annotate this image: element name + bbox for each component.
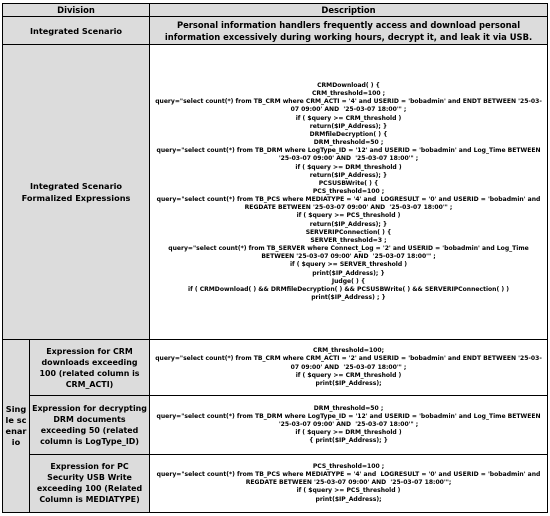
formalized-expressions-code xyxy=(150,45,548,340)
code-line: query="select count(*) from TB_DRM where LogType_ID = '12' and USERID = 'bobadmin' and Log_Time BETWEEN '25-03-07 09:00' AND '25-03-07 18:00'" ; xyxy=(156,412,543,428)
pcs-expression-label: Expression for PC Security USB Write exceeding 100 (Related Column is MEDIATYPE) xyxy=(30,454,150,512)
code-line: PCS_threshold=100 ; xyxy=(312,462,385,470)
integrated-scenario-text: Personal information handlers frequently access and download personal information excessively during working hours, decrypt it, and leak it via USB. xyxy=(150,17,548,45)
crm-expression-label: Expression for CRM downloads exceeding 100 (related column is CRM_ACTI) xyxy=(30,339,150,395)
division-header: Division xyxy=(3,4,150,17)
code-line: query="select count(*) from TB_SERVER where Connect_Log = '2' and USERID = 'bobadmin' and Log_Time BETWEEN '25-03-07 09:00' AND '25-03-07 18:00'" ; xyxy=(168,245,531,261)
single-crm-row xyxy=(3,339,548,395)
code-line: query="select count(*) from TB_PCS where MEDIATYPE = '4' and LOGRESULT = '0' and USERID = 'bobadmin' and REGDATE BETWEEN '25-03-07 09:00' AND '25-03-07 18:00'" ; xyxy=(156,196,543,212)
formalized-expressions-label: Integrated Scenario Formalized Expressions xyxy=(3,45,150,340)
code-line: { print($IP_Address); } xyxy=(309,437,388,445)
code-line: query="select count(*) from TB_CRM where CRM_ACTI = '2' and USERID = 'bobadmin' and ENDT BETWEEN '25-03-07 09:00' AND '25-03-07 18:00'" ; xyxy=(155,355,542,371)
code-line: return($IP_Address); } xyxy=(309,171,388,179)
code-line: query="select count(*) from TB_DRM where LogType_ID = '12' and USERID = 'bobadmin' and Log_Time BETWEEN '25-03-07 09:00' AND '25-03-07 18:00'" ; xyxy=(156,147,543,163)
code-line: print($IP_Address); xyxy=(315,379,382,387)
crm-expression-code xyxy=(150,339,548,395)
code-line: print($IP_Address); } xyxy=(312,269,385,277)
pcs-expression-code xyxy=(150,454,548,512)
code-line: print($IP_Address) ; } xyxy=(311,294,386,302)
code-line: PCSUSBWrite( ) { xyxy=(318,179,379,187)
code-line: if ( $query >= CRM_threshold ) xyxy=(295,114,402,122)
code-line: print($IP_Address); xyxy=(315,495,382,503)
code-line: if ( $query >= PCS_threshold ) xyxy=(296,212,401,220)
scenario-table xyxy=(2,3,548,513)
code-line: SERVERIPConnection( ) { xyxy=(305,228,392,236)
code-line: DRMfileDecryption( ) { xyxy=(309,130,388,138)
code-line: if ( $query >= DRM_threshold ) xyxy=(295,163,402,171)
code-line: CRMDownload( ) { xyxy=(317,81,380,89)
description-header: Description xyxy=(150,4,548,17)
single-scenario-label: Single scenario xyxy=(3,339,30,512)
code-line: if ( $query >= SERVER_threshold ) xyxy=(289,261,408,269)
code-line: CRM_threshold=100; xyxy=(313,347,384,355)
single-drm-row xyxy=(3,396,548,454)
header-row xyxy=(3,4,548,17)
code-line: if ( $query >= PCS_threshold ) xyxy=(296,487,401,495)
code-line: return($IP_Address); } xyxy=(309,220,388,228)
single-pcs-row xyxy=(3,454,548,512)
code-line: query="select count(*) from TB_PCS where MEDIATYPE = '4' and LOGRESULT = '0' and USERID = 'bobadmin' and REGDATE BETWEEN '25-03-07 09:00' AND '25-03-07 18:00'"; xyxy=(156,471,543,487)
code-line: Judge( ) { xyxy=(331,277,366,285)
code-line: if ( CRMDownload( ) && DRMfileDecryption( ) && PCSUSBWrite( ) && SERVERIPConnection( ) ) xyxy=(188,285,509,293)
formalized-expressions-row xyxy=(3,45,548,340)
code-line: DRM_threshold=50 ; xyxy=(313,139,384,147)
code-line: SERVER_threshold=3 ; xyxy=(310,236,387,244)
code-line: if ( $query >= DRM_threshold ) xyxy=(295,429,402,437)
drm-expression-label: Expression for decrypting DRM documents exceeding 50 (related column is LogType_ID) xyxy=(30,396,150,454)
integrated-scenario-label: Integrated Scenario xyxy=(3,17,150,45)
code-line: return($IP_Address); } xyxy=(309,122,388,130)
code-line: PCS_threshold=100 ; xyxy=(312,188,385,195)
code-line: if ( $query >= CRM_threshold ) xyxy=(295,371,402,379)
code-line: query="select count(*) from TB_CRM where CRM_ACTI = '4' and USERID = 'bobadmin' and ENDT BETWEEN '25-03-07 09:00' AND '25-03-07 18:00'" ; xyxy=(155,98,542,114)
drm-expression-code xyxy=(150,396,548,454)
integrated-scenario-row xyxy=(3,17,548,45)
code-line: DRM_threshold=50 ; xyxy=(313,404,384,412)
code-line: CRM_threshold=100 ; xyxy=(311,90,386,98)
